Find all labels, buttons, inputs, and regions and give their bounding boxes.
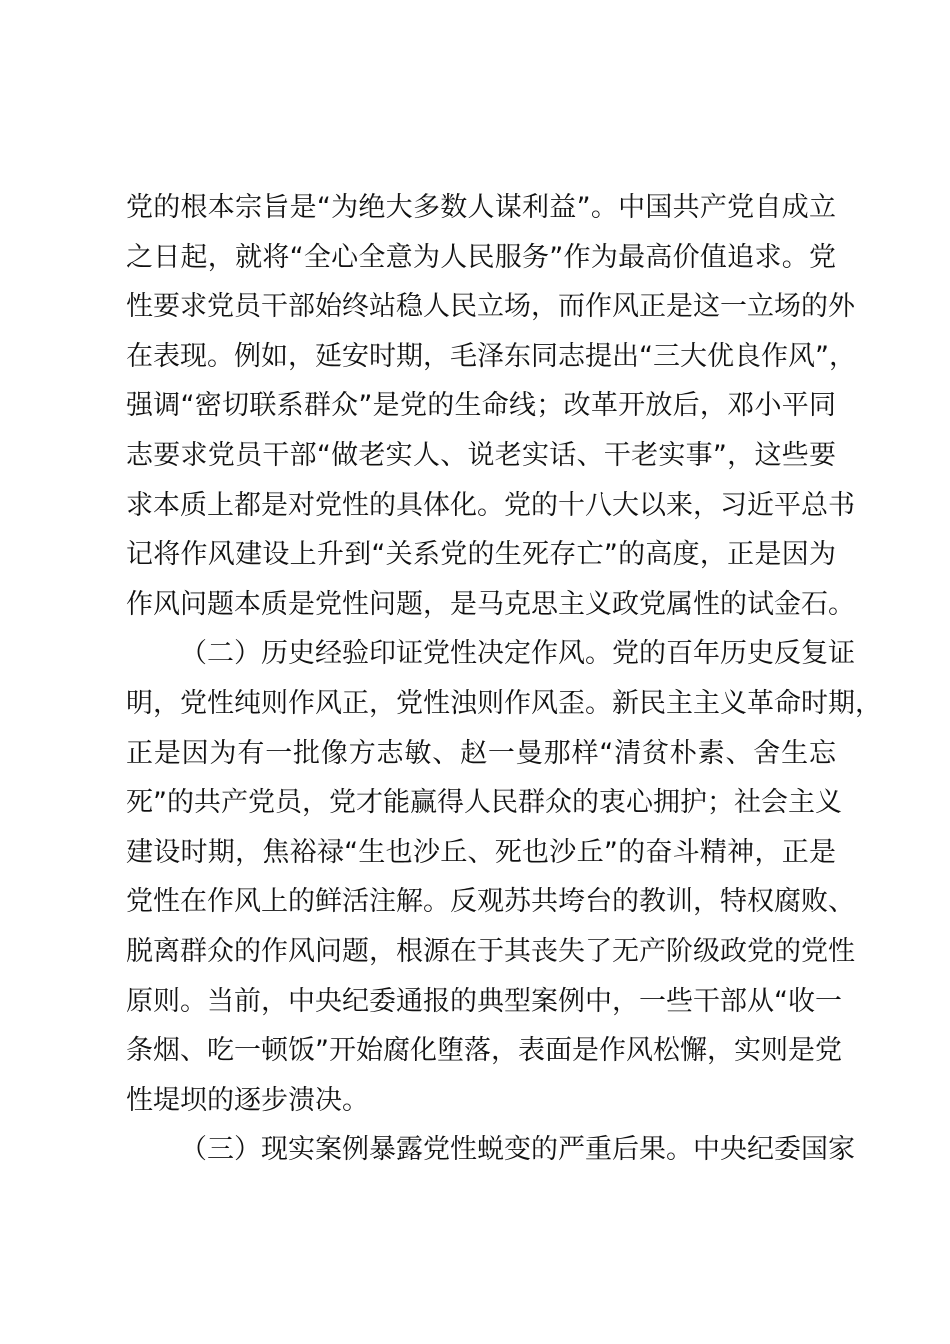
section-heading-line: （二）历史经验印证党性决定作风。党的百年历史反复证 — [180, 638, 855, 670]
text-line: 条烟、吃一顿饭”开始腐化堕落，表面是作风松懈，实则是党 — [126, 1035, 842, 1067]
text-line: 志要求党员干部“做老实人、说老实话、干老实事”，这些要 — [126, 439, 836, 471]
paragraph-3 — [126, 1125, 855, 1175]
text-line: 原则。当前，中央纪委通报的典型案例中，一些干部从“收一 — [126, 985, 842, 1017]
text-line: 脱离群众的作风问题，根源在于其丧失了无产阶级政党的党性 — [126, 935, 855, 967]
text-line: 建设时期，焦裕禄“生也沙丘、死也沙丘”的奋斗精神，正是 — [126, 836, 836, 868]
text-line: 性堤坝的逐步溃决。 — [126, 1084, 369, 1116]
text-line: 正是因为有一批像方志敏、赵一曼那样“清贫朴素、舍生忘 — [126, 737, 836, 769]
document-body — [126, 183, 882, 1175]
text-line: 明，党性纯则作风正，党性浊则作风歪。新民主主义革命时期， — [126, 687, 882, 719]
text-line: 作风问题本质是党性问题，是马克思主义政党属性的试金石。 — [126, 588, 855, 620]
paragraph-1 — [126, 183, 856, 629]
text-line: 性要求党员干部始终站稳人民立场，而作风正是这一立场的外 — [126, 291, 855, 323]
text-line: 党性在作风上的鲜活注解。反观苏共垮台的教训，特权腐败、 — [126, 886, 855, 918]
text-line: 记将作风建设上升到“关系党的生死存亡”的高度，正是因为 — [126, 539, 836, 571]
text-line: 求本质上都是对党性的具体化。党的十八大以来，习近平总书 — [126, 489, 855, 521]
paragraph-2 — [126, 629, 882, 1125]
section-heading-line: （三）现实案例暴露党性蜕变的严重后果。中央纪委国家 — [180, 1134, 855, 1166]
text-line: 死”的共产党员，党才能赢得人民群众的衷心拥护；社会主义 — [126, 787, 842, 819]
text-line: 之日起，就将“全心全意为人民服务”作为最高价值追求。党 — [126, 241, 836, 273]
text-line: 党的根本宗旨是“为绝大多数人谋利益”。中国共产党自成立 — [126, 192, 836, 223]
text-line: 强调“密切联系群众”是党的生命线；改革开放后，邓小平同 — [126, 390, 836, 422]
text-line: 在表现。例如，延安时期，毛泽东同志提出“三大优良作风”， — [126, 340, 856, 372]
